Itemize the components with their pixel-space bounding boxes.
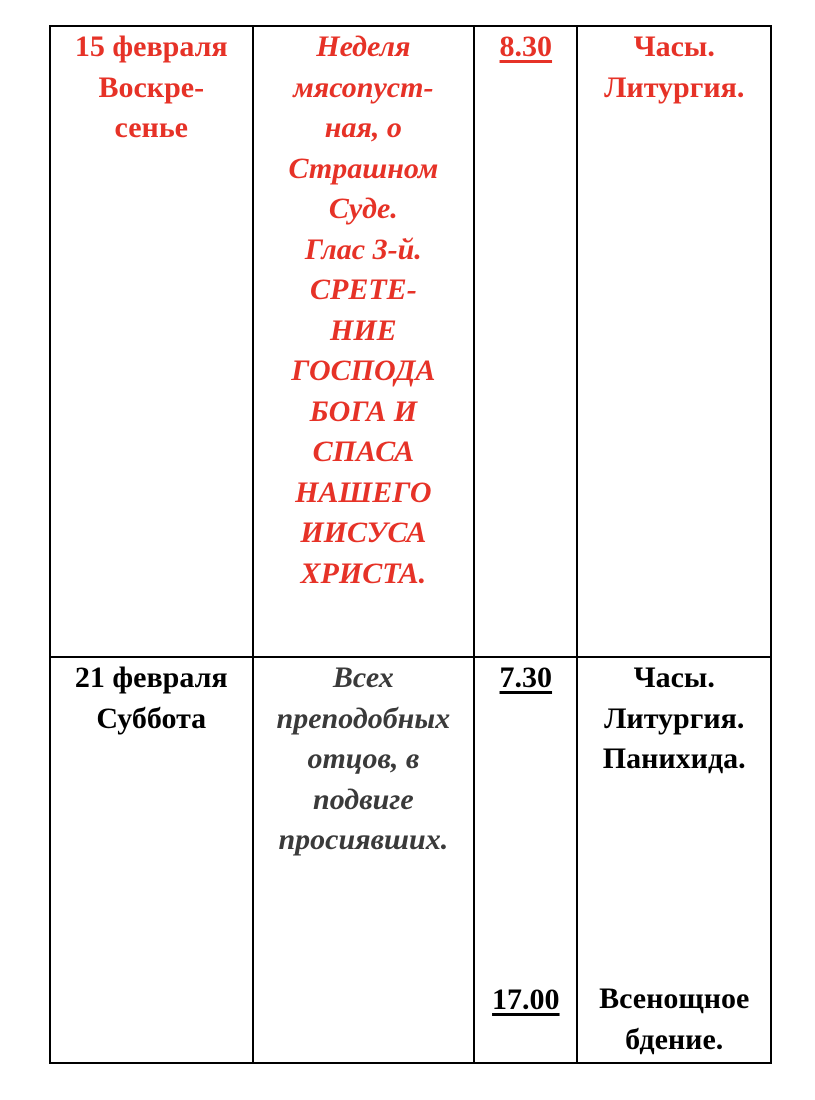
description-line: ная, о bbox=[324, 111, 402, 144]
description-line: просиявших. bbox=[278, 823, 449, 856]
time-cell bbox=[474, 657, 577, 1063]
description-line: ГОСПОДА bbox=[291, 354, 436, 387]
schedule-table bbox=[49, 25, 772, 1064]
description-line: отцов, в bbox=[307, 742, 420, 775]
service-cell bbox=[577, 26, 771, 657]
description-line: ХРИСТА. bbox=[300, 556, 427, 590]
service-line: Литургия. bbox=[604, 701, 745, 735]
service-block bbox=[578, 979, 770, 1060]
description-line: Неделя bbox=[316, 30, 411, 63]
time-cell bbox=[474, 26, 577, 657]
description-line: преподобных bbox=[276, 701, 451, 735]
description-line: СПАСА bbox=[312, 435, 415, 468]
service-line: Панихида. bbox=[602, 742, 746, 775]
table-row bbox=[50, 26, 771, 657]
description-line: Глас 3-й. bbox=[304, 232, 422, 266]
description-line: БОГА И bbox=[309, 394, 418, 428]
service-cell bbox=[577, 657, 771, 1063]
service-time: 8.30 bbox=[499, 30, 553, 63]
service-line: Всенощное bbox=[599, 982, 750, 1015]
description-line: НИЕ bbox=[330, 313, 397, 347]
service-line: Часы. bbox=[633, 661, 715, 694]
description-line: НАШЕГО bbox=[295, 475, 432, 509]
date-line: Суббота bbox=[96, 701, 207, 735]
service-time: 17.00 bbox=[492, 982, 560, 1016]
description-line: СРЕТЕ- bbox=[310, 273, 417, 306]
date-line: Воскре- bbox=[98, 70, 205, 104]
date-line: 15 февраля bbox=[74, 30, 228, 63]
service-line: Часы. bbox=[633, 30, 715, 63]
date-cell bbox=[50, 26, 253, 657]
service-line: Литургия. bbox=[604, 70, 745, 104]
description-line: Суде. bbox=[328, 192, 398, 225]
description-cell bbox=[253, 26, 475, 657]
table-row bbox=[50, 657, 771, 1063]
description-line: мясопуст- bbox=[293, 70, 434, 104]
service-time: 7.30 bbox=[499, 661, 553, 694]
description-cell bbox=[253, 657, 475, 1063]
description-line: ИИСУСА bbox=[300, 516, 427, 549]
date-line: 21 февраля bbox=[74, 661, 228, 694]
service-line: бдение. bbox=[625, 1022, 724, 1056]
description-line: Всех bbox=[332, 661, 394, 694]
description-line: подвиге bbox=[313, 782, 414, 816]
date-cell bbox=[50, 657, 253, 1063]
date-line: сенье bbox=[114, 111, 188, 144]
description-line: Страшном bbox=[288, 151, 439, 185]
